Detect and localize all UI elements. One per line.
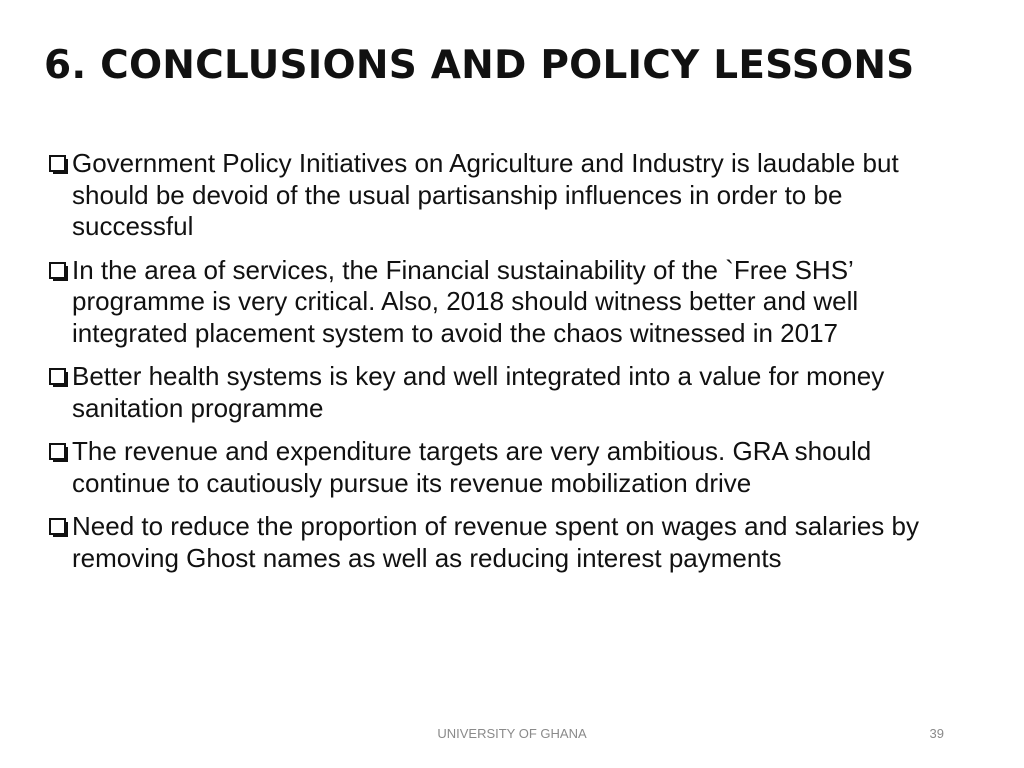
bullet-text: Government Policy Initiatives on Agriculture and Industry is laudable but should be devoid of the usual partisanship influences in order to be successful (72, 148, 899, 241)
bullet-text: Need to reduce the proportion of revenue spent on wages and salaries by removing Ghost names as well as reducing interest payments (72, 511, 919, 573)
footer-institution: UNIVERSITY OF GHANA (437, 726, 587, 741)
square-checkbox-icon (47, 513, 71, 541)
square-checkbox-icon (47, 363, 71, 391)
slide-title: 6. CONCLUSIONS AND POLICY LESSONS (44, 43, 915, 88)
bullet-text: In the area of services, the Financial sustainability of the `Free SHS’ programme is very critical. Also, 2018 should witness better and well integrated placement system to avoid the chaos witnessed in 2017 (72, 254, 859, 348)
square-checkbox-icon (47, 150, 71, 178)
square-checkbox-icon (47, 257, 71, 285)
bullet-text: The revenue and expenditure targets are very ambitious. GRA should continue to cautiously pursue its revenue mobilization drive (72, 436, 872, 498)
bullet-item (47, 361, 947, 424)
bullet-item (47, 255, 947, 350)
slide-footer (0, 724, 1024, 744)
bullet-list (47, 148, 947, 586)
bullet-text: Better health systems is key and well integrated into a value for money sanitation programme (72, 361, 885, 423)
page-number: 39 (929, 726, 944, 741)
bullet-item (47, 436, 947, 499)
bullet-item (47, 148, 947, 243)
square-checkbox-icon (47, 438, 71, 466)
bullet-item (47, 511, 947, 574)
